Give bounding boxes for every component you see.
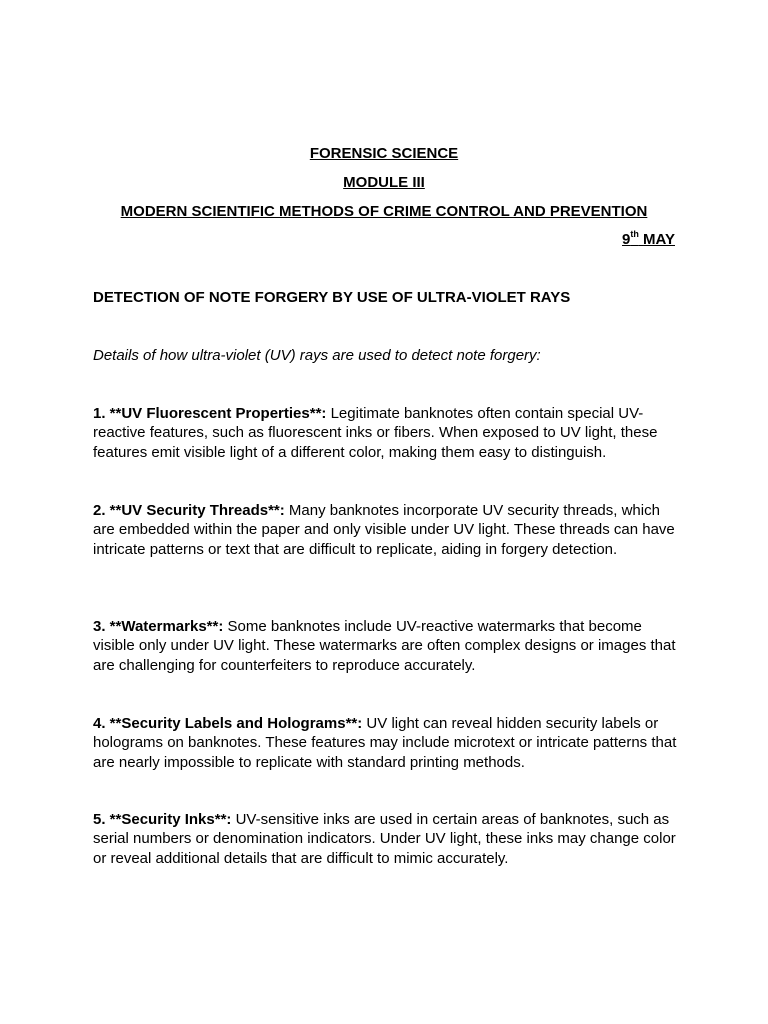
list-item [93,501,677,559]
list-item-label: 5. **Security Inks**: [93,811,232,828]
module-label: MODULE III [343,174,425,191]
list-item-text: Legitimate banknotes often contain special UV-reactive features, such as fluorescent inks or fibers. When exposed to UV light, these features emit visible light of a different color, making them easy to distinguish. [93,405,658,461]
list-item-text: Many banknotes incorporate UV security threads, which are embedded within the paper and only visible under UV light. These threads can have intricate patterns or text that are difficult to replicate, aiding in forgery detection. [93,502,675,558]
list-item [93,810,677,868]
document-subtitle: MODERN SCIENTIFIC METHODS OF CRIME CONTROL AND PREVENTION [120,203,648,220]
list-item-label: 2. **UV Security Threads**: [93,502,285,519]
section-heading: DETECTION OF NOTE FORGERY BY USE OF ULTRA-VIOLET RAYS [93,289,571,306]
list-item [93,404,677,462]
date-label [622,230,675,249]
list-item-label: 4. **Security Labels and Holograms**: [93,715,363,732]
date-suffix: th [630,229,639,239]
document-title: FORENSIC SCIENCE [309,145,459,162]
list-item-text: Some banknotes include UV-reactive watermarks that become visible only under UV light. These watermarks are often complex designs or images that are challenging for counterfeiters to reproduce accurately. [93,618,676,674]
date-day: 9 [622,231,631,248]
list-item-label: 1. **UV Fluorescent Properties**: [93,405,327,422]
list-item-text: UV-sensitive inks are used in certain areas of banknotes, such as serial numbers or denomination indicators. Under UV light, these inks may change color or reveal additional details that are difficult to mimic accurately. [93,811,676,867]
list-item [93,714,677,772]
list-item [93,617,677,675]
intro-text: Details of how ultra-violet (UV) rays are used to detect note forgery: [93,347,541,364]
date-month: MAY [643,231,675,248]
list-item-text: UV light can reveal hidden security labels or holograms on banknotes. These features may include microtext or intricate patterns that are nearly impossible to replicate with standard printing methods. [93,715,677,771]
list-item-label: 3. **Watermarks**: [93,618,224,635]
